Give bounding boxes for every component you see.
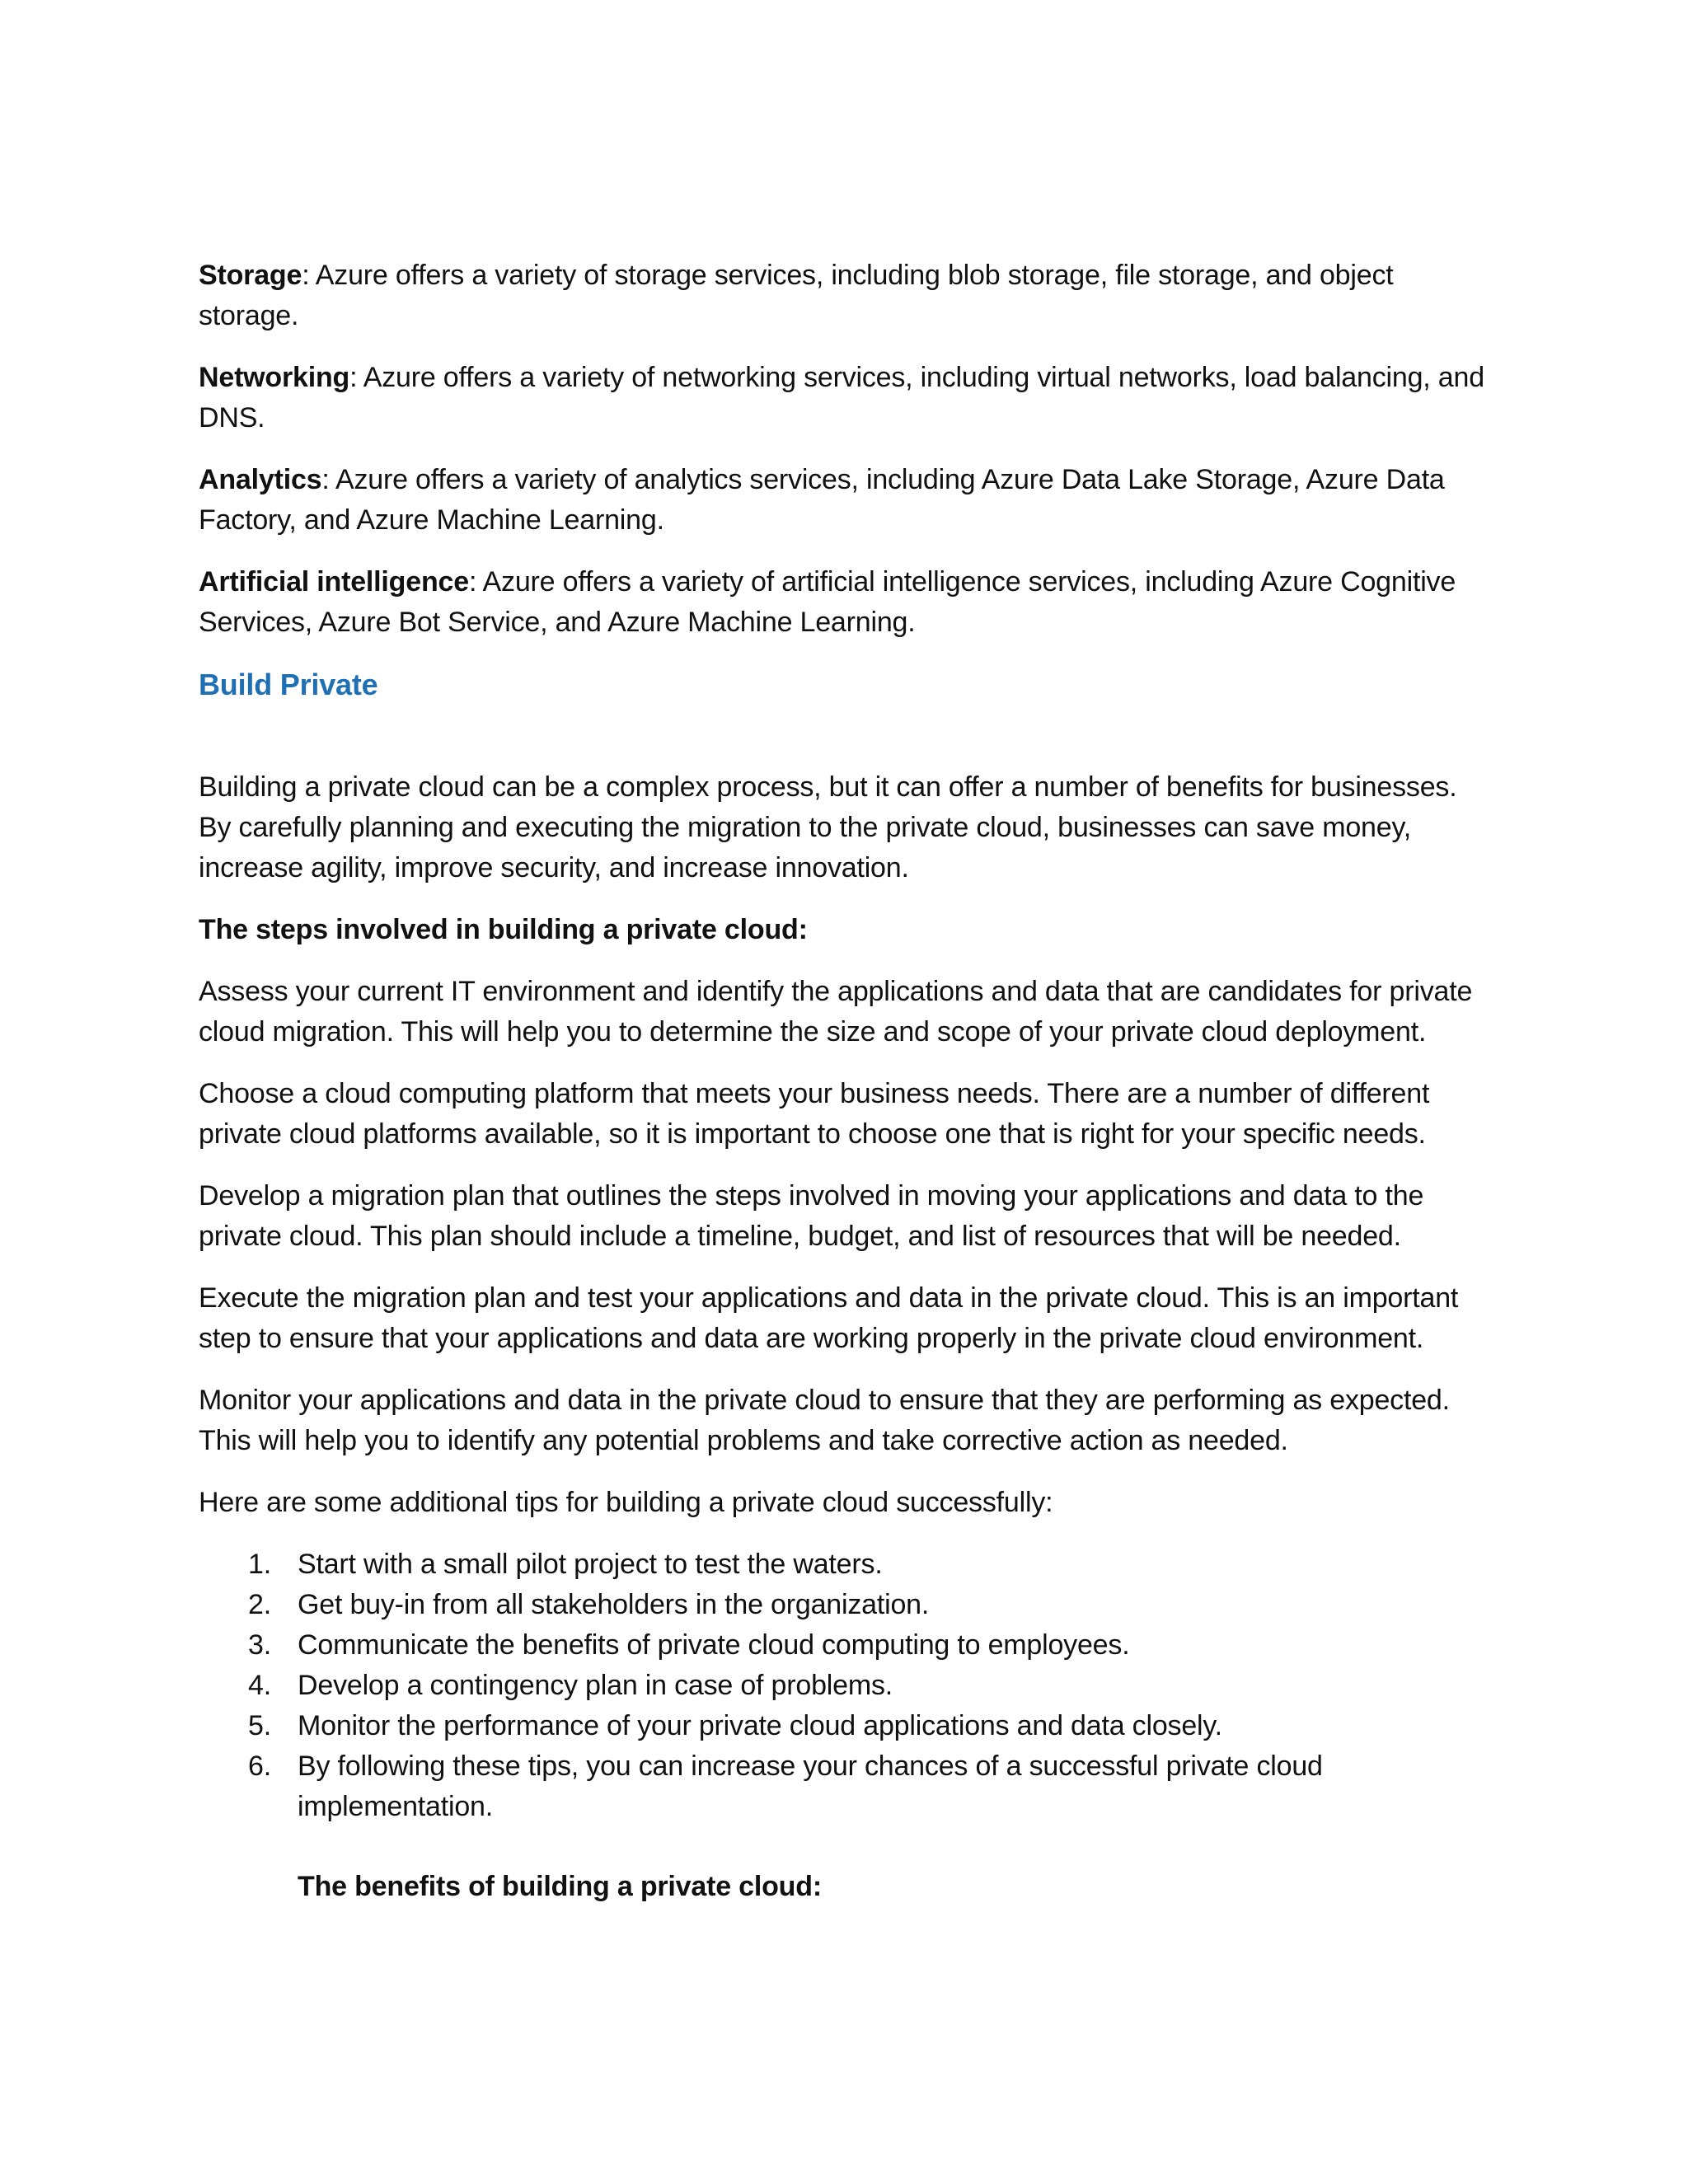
step-paragraph: Develop a migration plan that outlines the steps involved in moving your applications and data to the private cloud. This plan should include a timeline, budget, and list of resources that will be needed. xyxy=(199,1180,1424,1252)
definition-artificial-intelligence xyxy=(199,562,1493,643)
list-item-text: Develop a contingency plan in case of problems. xyxy=(298,1670,893,1701)
definition-text: : Azure offers a variety of networking services, including virtual networks, load balancing, and DNS. xyxy=(199,362,1484,434)
definition-networking xyxy=(199,358,1493,438)
definition-text: : Azure offers a variety of analytics services, including Azure Data Lake Storage, Azure Data Factory, and Azure Machine Learning. xyxy=(199,464,1445,536)
definition-storage xyxy=(199,255,1493,336)
definition-analytics xyxy=(199,460,1493,541)
list-number: 5. xyxy=(248,1710,271,1741)
tips-list xyxy=(199,1544,1493,1827)
list-item xyxy=(199,1544,1493,1585)
steps-heading: The steps involved in building a private cloud: xyxy=(199,914,808,945)
step-paragraph: Execute the migration plan and test your applications and data in the private cloud. This is an important step to ensure that your applications and data are working properly in the private cloud environment. xyxy=(199,1282,1459,1354)
list-number: 3. xyxy=(248,1629,271,1661)
document-body xyxy=(199,255,1493,1907)
list-item-text: Monitor the performance of your private cloud applications and data closely. xyxy=(298,1710,1222,1741)
step-paragraph: Monitor your applications and data in the private cloud to ensure that they are performing as expected. This will help you to identify any potential problems and take corrective action as needed. xyxy=(199,1385,1450,1456)
list-item-text: Start with a small pilot project to test the waters. xyxy=(298,1549,883,1580)
list-item xyxy=(199,1666,1493,1706)
list-item-text: By following these tips, you can increase your chances of a successful private cloud implementation. xyxy=(298,1750,1323,1822)
definition-term: Storage xyxy=(199,260,302,291)
list-item xyxy=(199,1585,1493,1625)
step-paragraph: Assess your current IT environment and identify the applications and data that are candidates for private cloud migration. This will help you to determine the size and scope of your private cloud deployment. xyxy=(199,976,1473,1047)
benefits-heading: The benefits of building a private cloud: xyxy=(298,1871,822,1902)
list-item-text: Communicate the benefits of private cloud computing to employees. xyxy=(298,1629,1130,1661)
list-item xyxy=(199,1746,1493,1827)
definition-text: : Azure offers a variety of storage services, including blob storage, file storage, and object storage. xyxy=(199,260,1394,331)
section-heading: Build Private xyxy=(199,668,378,701)
list-item xyxy=(199,1706,1493,1746)
list-item-text: Get buy-in from all stakeholders in the organization. xyxy=(298,1589,930,1620)
list-number: 4. xyxy=(248,1670,271,1701)
list-number: 6. xyxy=(248,1750,271,1782)
list-number: 2. xyxy=(248,1589,271,1620)
step-paragraph: Choose a cloud computing platform that meets your business needs. There are a number of different private cloud platforms available, so it is important to choose one that is right for your specific needs. xyxy=(199,1078,1430,1150)
definition-term: Artificial intelligence xyxy=(199,566,469,598)
tips-intro: Here are some additional tips for building a private cloud successfully: xyxy=(199,1487,1053,1518)
definition-term: Analytics xyxy=(199,464,322,495)
definition-text: : Azure offers a variety of artificial intelligence services, including Azure Cognitive Services, Azure Bot Service, and Azure Machine Learning. xyxy=(199,566,1456,638)
section-intro: Building a private cloud can be a complex process, but it can offer a number of benefits for businesses. By carefully planning and executing the migration to the private cloud, businesses can save money, increase agility, improve security, and increase innovation. xyxy=(199,771,1457,883)
definition-term: Networking xyxy=(199,362,350,393)
list-number: 1. xyxy=(248,1549,271,1580)
list-item xyxy=(199,1625,1493,1666)
